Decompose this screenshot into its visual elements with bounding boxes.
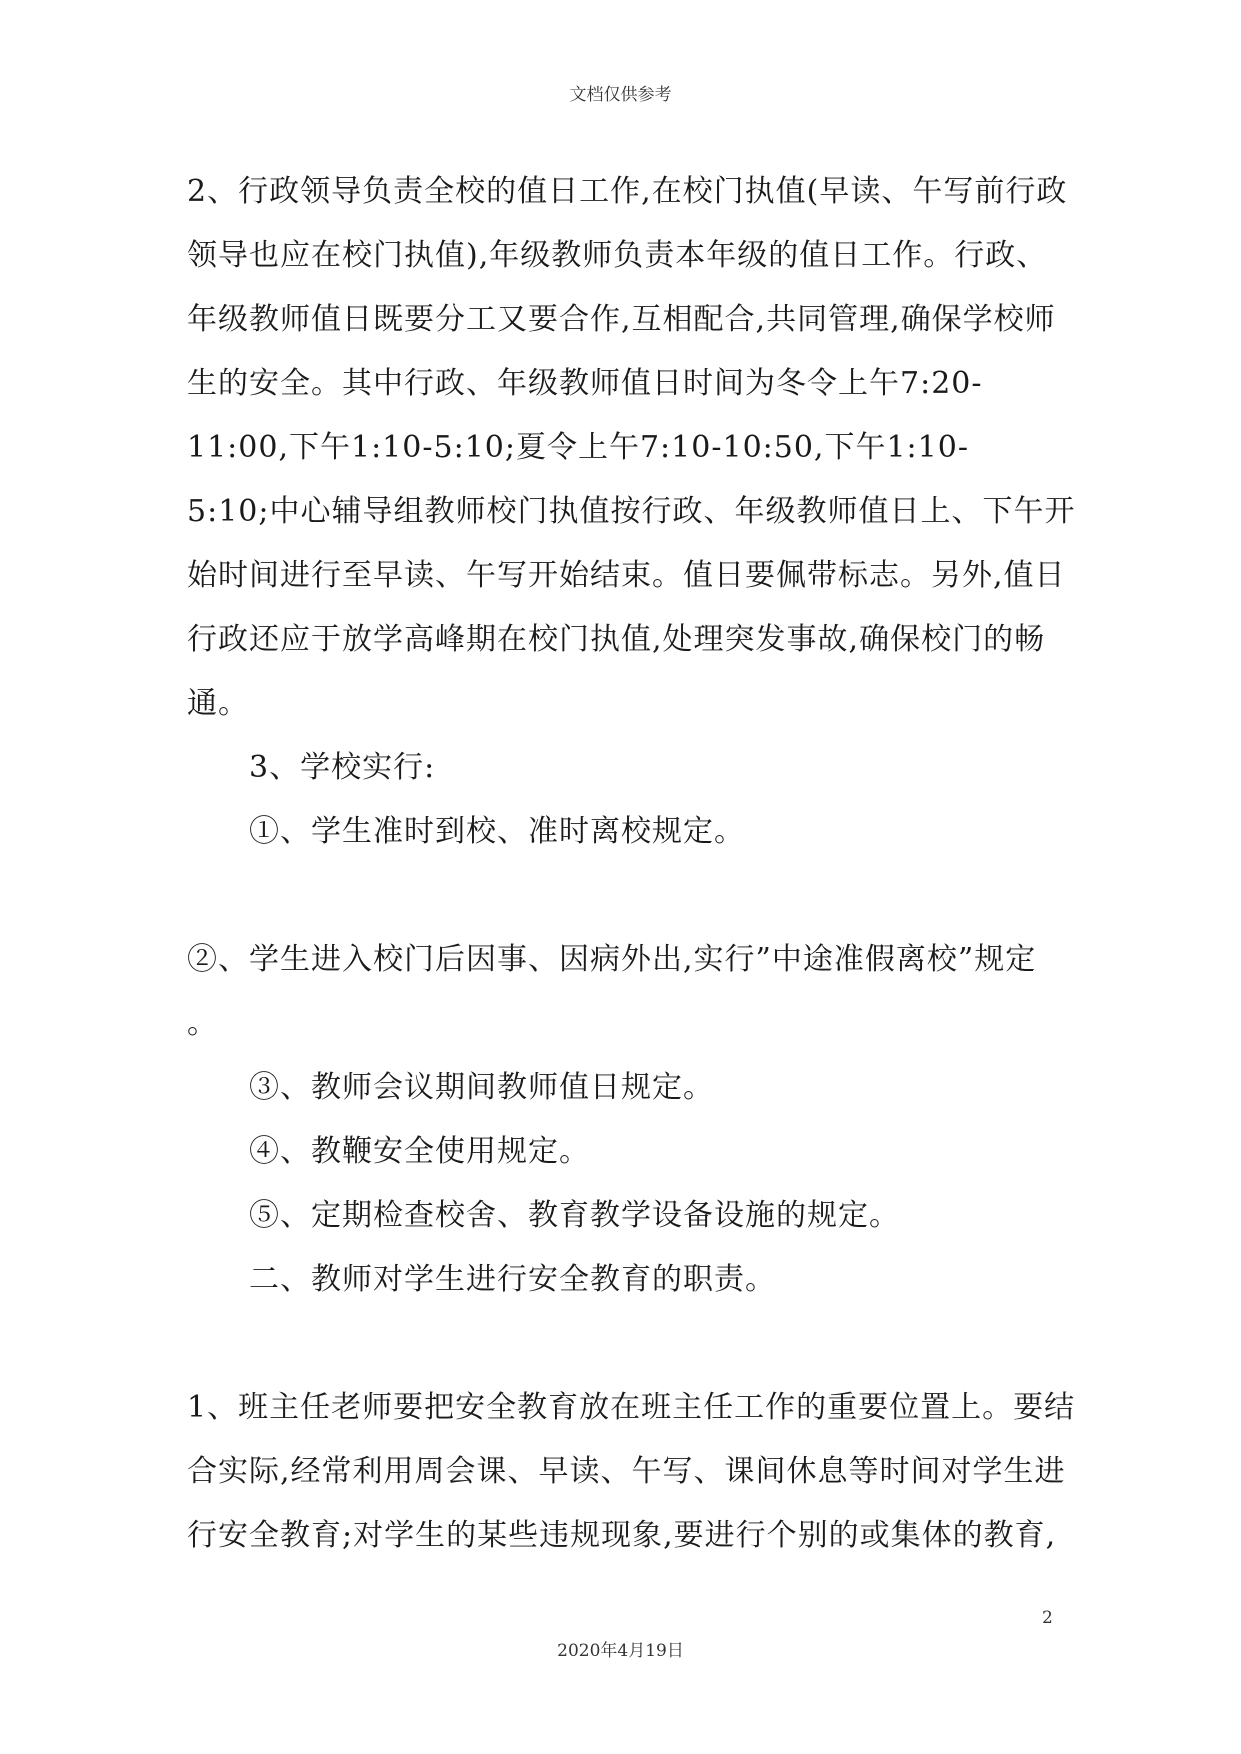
section-heading: 二、教师对学生进行安全教育的职责。 (249, 1262, 776, 1297)
footer-date: 2020年4月19日 (557, 1641, 684, 1661)
paragraph-line: 生的安全。其中行政、年级教师值日时间为冬令上午7:20- (187, 366, 983, 401)
paragraph-line: 。 (187, 1006, 218, 1041)
paragraph-line: 始时间进行至早读、午写开始结束。值日要佩带标志。另外,值日 (187, 558, 1066, 593)
spacer (187, 864, 1082, 928)
paragraph-line: 合实际,经常利用周会课、早读、午写、课间休息等时间对学生进 (187, 1454, 1066, 1489)
paragraph-line: 2、行政领导负责全校的值日工作,在校门执值(早读、午写前行政 (187, 174, 1068, 209)
page-number: 2 (1042, 1608, 1053, 1628)
list-heading: 3、学校实行: (249, 750, 436, 785)
list-item: ③、教师会议期间教师值日规定。 (249, 1070, 714, 1105)
paragraph-line: 年级教师值日既要分工又要合作,互相配合,共同管理,确保学校师 (187, 302, 1056, 337)
paragraph-line: 5:10;中心辅导组教师校门执值按行政、年级教师值日上、下午开 (187, 494, 1076, 529)
page-header: 文档仅供参考 (569, 85, 672, 105)
paragraph-line: 行安全教育;对学生的某些违规现象,要进行个别的或集体的教育, (187, 1518, 1057, 1553)
paragraph-line: 通。 (187, 686, 249, 721)
paragraph-line: 行政还应于放学高峰期在校门执值,处理突发事故,确保校门的畅 (187, 622, 1046, 657)
list-item: ②、学生进入校门后因事、因病外出,实行”中途准假离校”规定 (187, 942, 1037, 977)
paragraph-line: 领导也应在校门执值),年级教师负责本年级的值日工作。行政、 (187, 238, 1048, 273)
list-item: ④、教鞭安全使用规定。 (249, 1134, 590, 1169)
document-body (187, 160, 1082, 1568)
paragraph-line: 1、班主任老师要把安全教育放在班主任工作的重要位置上。要结 (187, 1390, 1076, 1425)
spacer (187, 1312, 1082, 1376)
list-item: ①、学生准时到校、准时离校规定。 (249, 814, 745, 849)
list-item: ⑤、定期检查校舍、教育教学设备设施的规定。 (249, 1198, 900, 1233)
paragraph-line: 11:00,下午1:10-5:10;夏令上午7:10-10:50,下午1:10- (187, 430, 969, 465)
